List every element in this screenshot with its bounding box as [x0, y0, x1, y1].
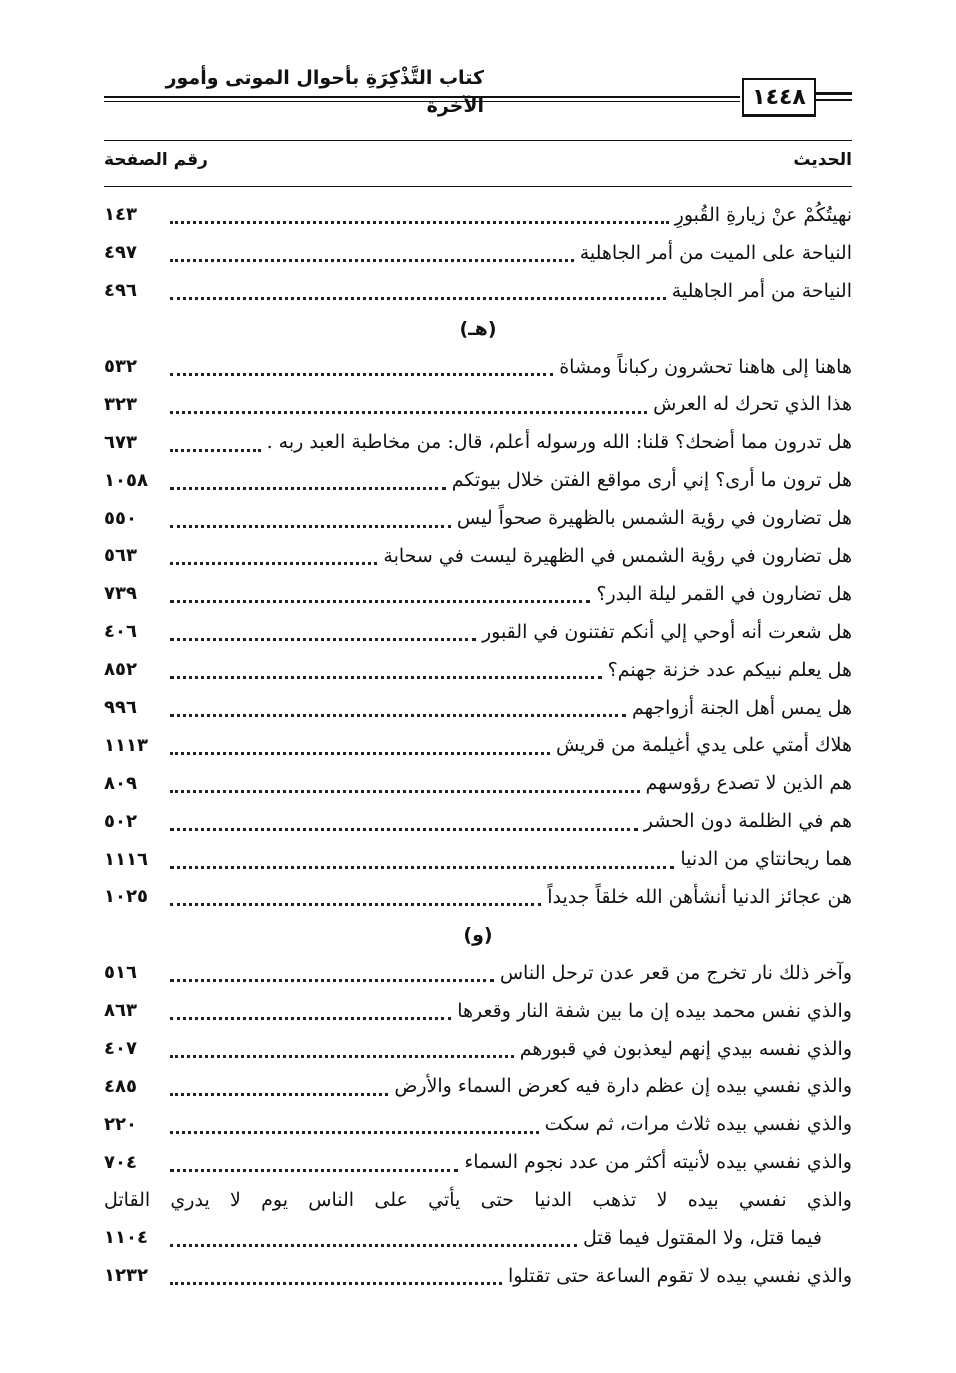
index-entry-row [104, 499, 852, 537]
index-entry-row [104, 348, 852, 386]
hadith-text: والذي نفسي بيده لا تذهب الدنيا حتى يأتي على الناس يوم لا يدري القاتل [104, 1189, 852, 1212]
header-rule-right-thin [814, 99, 852, 101]
dot-leader [170, 1111, 539, 1134]
hadith-text: والذي نفسي بيده إن عظم دارة فيه كعرض السماء والأرض [394, 1075, 852, 1098]
dot-leader [170, 732, 550, 755]
dot-leader [170, 580, 590, 603]
hadith-text: النياحة من أمر الجاهلية [671, 279, 852, 302]
header-rule-right [814, 92, 852, 95]
page-reference: ٤٩٧ [104, 242, 137, 264]
page-number: ١٤٤٨ [742, 78, 816, 117]
page-reference: ٦٧٣ [104, 431, 137, 453]
page-reference: ٥١٦ [104, 962, 137, 984]
index-entry-row [104, 878, 852, 916]
dot-leader [170, 429, 261, 452]
dot-leader [170, 997, 451, 1020]
page-reference: ٧٣٩ [104, 583, 137, 605]
dot-leader [170, 277, 666, 300]
page-reference: ٩٩٦ [104, 697, 137, 719]
page-reference: ١١١٦ [104, 848, 148, 870]
index-entry-row [104, 651, 852, 689]
page-reference: ٣٢٣ [104, 393, 137, 415]
index-entry-row [104, 385, 852, 423]
index-entry-row [104, 461, 852, 499]
hadith-text: والذي نفس محمد بيده إن ما بين شفة النار وقعرها [457, 999, 852, 1022]
section-letter-heading: (و) [463, 923, 493, 946]
page-reference: ١٤٣ [104, 204, 137, 226]
dot-leader [170, 1262, 502, 1285]
dot-leader [170, 239, 574, 262]
index-entry-row [104, 1143, 852, 1181]
index-entry-row [104, 1105, 852, 1143]
index-entry-row [104, 1219, 852, 1257]
column-header-rule-bottom [104, 186, 852, 187]
dot-leader [170, 467, 446, 490]
index-entry-row [104, 575, 852, 613]
hadith-text: والذي نفسي بيده لأنيته أكثر من عدد نجوم السماء [464, 1151, 852, 1174]
page-reference: ٤٠٧ [104, 1038, 137, 1060]
header-rule-thin [104, 101, 740, 102]
index-entry-row [104, 992, 852, 1030]
dot-leader [170, 770, 640, 793]
index-entry-row [104, 689, 852, 727]
page-reference: ٧٠٤ [104, 1151, 137, 1173]
dot-leader [170, 846, 674, 869]
hadith-text: هما ريحانتاي من الدنيا [680, 848, 852, 871]
hadith-text: هم الذين لا تصدع رؤوسهم [645, 772, 852, 795]
hadith-text: النياحة على الميت من أمر الجاهلية [579, 241, 852, 264]
page-reference: ١١٠٤ [104, 1227, 148, 1249]
index-entry-row [104, 726, 852, 764]
column-header-page-number: رقم الصفحة [104, 150, 208, 170]
hadith-text: هل تضارون في القمر ليلة البدر؟ [596, 582, 852, 605]
hadith-text: هل ترون ما أرى؟ إني أرى مواقع الفتن خلال بيوتكم [451, 469, 852, 492]
page-reference: ١١١٣ [104, 734, 148, 756]
dot-leader [170, 618, 476, 641]
index-entry-row [104, 613, 852, 651]
hadith-text: هل تدرون مما أضحك؟ قلنا: الله ورسوله أعلم، قال: من مخاطبة العبد ربه . [266, 431, 852, 454]
hadith-text: هل تضارون في رؤية الشمس في الظهيرة ليست في سحابة [383, 544, 852, 567]
index-entry-row [104, 1030, 852, 1068]
page-reference: ٤٨٥ [104, 1075, 137, 1097]
dot-leader [170, 1035, 514, 1058]
dot-leader [170, 694, 626, 717]
section-letter-heading: (هـ) [459, 317, 497, 340]
index-entry-row [104, 272, 852, 310]
hadith-text: هم في الظلمة دون الحشر [643, 810, 852, 833]
index-entry-row [104, 1257, 852, 1295]
dot-leader [170, 883, 541, 906]
hadith-text: والذي نفسي بيده ثلاث مرات، ثم سكت [544, 1113, 852, 1136]
page-reference: ٤٩٦ [104, 280, 137, 302]
hadith-text: هاهنا إلى هاهنا تحشرون ركباناً ومشاة [559, 355, 852, 378]
index-entry-row [104, 954, 852, 992]
dot-leader [170, 808, 638, 831]
column-header-rule-top [104, 140, 852, 141]
hadith-text: والذي نفسي بيده لا تقوم الساعة حتى تقتلوا [508, 1264, 852, 1287]
header-rule [104, 96, 740, 98]
dot-leader [170, 1149, 458, 1172]
page-reference: ١٠٥٨ [104, 469, 148, 491]
hadith-text: هلاك أمتي على يدي أغيلمة من قريش [555, 734, 852, 757]
hadith-text: فيما قتل، ولا المقتول فيما قتل [583, 1226, 822, 1249]
dot-leader [170, 542, 377, 565]
page-reference: ٨٥٢ [104, 659, 137, 681]
hadith-text: هن عجائز الدنيا أنشأهن الله خلقاً جديداً [547, 885, 852, 908]
index-entry-row [104, 840, 852, 878]
page-reference: ٥٥٠ [104, 507, 137, 529]
page-reference: ٥٠٢ [104, 810, 137, 832]
running-head-title: كتاب التَّذْكِرَةِ بأحوال الموتى وأمور الآخرة [165, 67, 484, 117]
hadith-text: والذي نفسه بيدي إنهم ليعذبون في قبورهم [519, 1037, 852, 1060]
dot-leader [170, 353, 553, 376]
index-entry-row [104, 1067, 852, 1105]
hadith-text: نهيتُكُمْ عنْ زيارةِ القُبورِ [674, 203, 852, 226]
page-reference: ٥٣٢ [104, 356, 137, 377]
index-entry-row [104, 234, 852, 272]
index-entry-row [104, 537, 852, 575]
dot-leader [170, 656, 602, 679]
index-entry-row [104, 423, 852, 461]
hadith-text: هل يمس أهل الجنة أزواجهم [631, 696, 852, 719]
hadith-text: وآخر ذلك نار تخرج من قعر عدن ترحل الناس [499, 961, 852, 984]
hadith-text: هل شعرت أنه أوحي إلي أنكم تفتنون في القبور [481, 620, 852, 643]
page-reference: ١٢٣٢ [104, 1265, 148, 1287]
hadith-text: هل يعلم نبيكم عدد خزنة جهنم؟ [607, 658, 852, 681]
index-entries [104, 196, 852, 1295]
index-entry-row [104, 196, 852, 234]
hadith-text: هل تضارون في رؤية الشمس بالظهيرة صحواً ليس [456, 507, 852, 530]
page-reference: ٢٢٠ [104, 1113, 137, 1135]
column-header-hadith: الحديث [793, 150, 852, 170]
index-entry-row [104, 764, 852, 802]
dot-leader [170, 959, 494, 982]
page-reference: ١٠٢٥ [104, 886, 148, 908]
dot-leader [170, 1224, 577, 1247]
page-reference: ٨٦٣ [104, 1000, 137, 1022]
page-reference: ٥٦٣ [104, 545, 137, 567]
dot-leader [170, 505, 451, 528]
index-entry-row [104, 1181, 852, 1219]
page-reference: ٨٠٩ [104, 772, 137, 794]
dot-leader [170, 391, 647, 414]
page-reference: ٤٠٦ [104, 621, 137, 643]
dot-leader [170, 201, 669, 224]
index-entry-row [104, 802, 852, 840]
hadith-text: هذا الذي تحرك له العرش [653, 393, 852, 416]
dot-leader [170, 1073, 388, 1096]
